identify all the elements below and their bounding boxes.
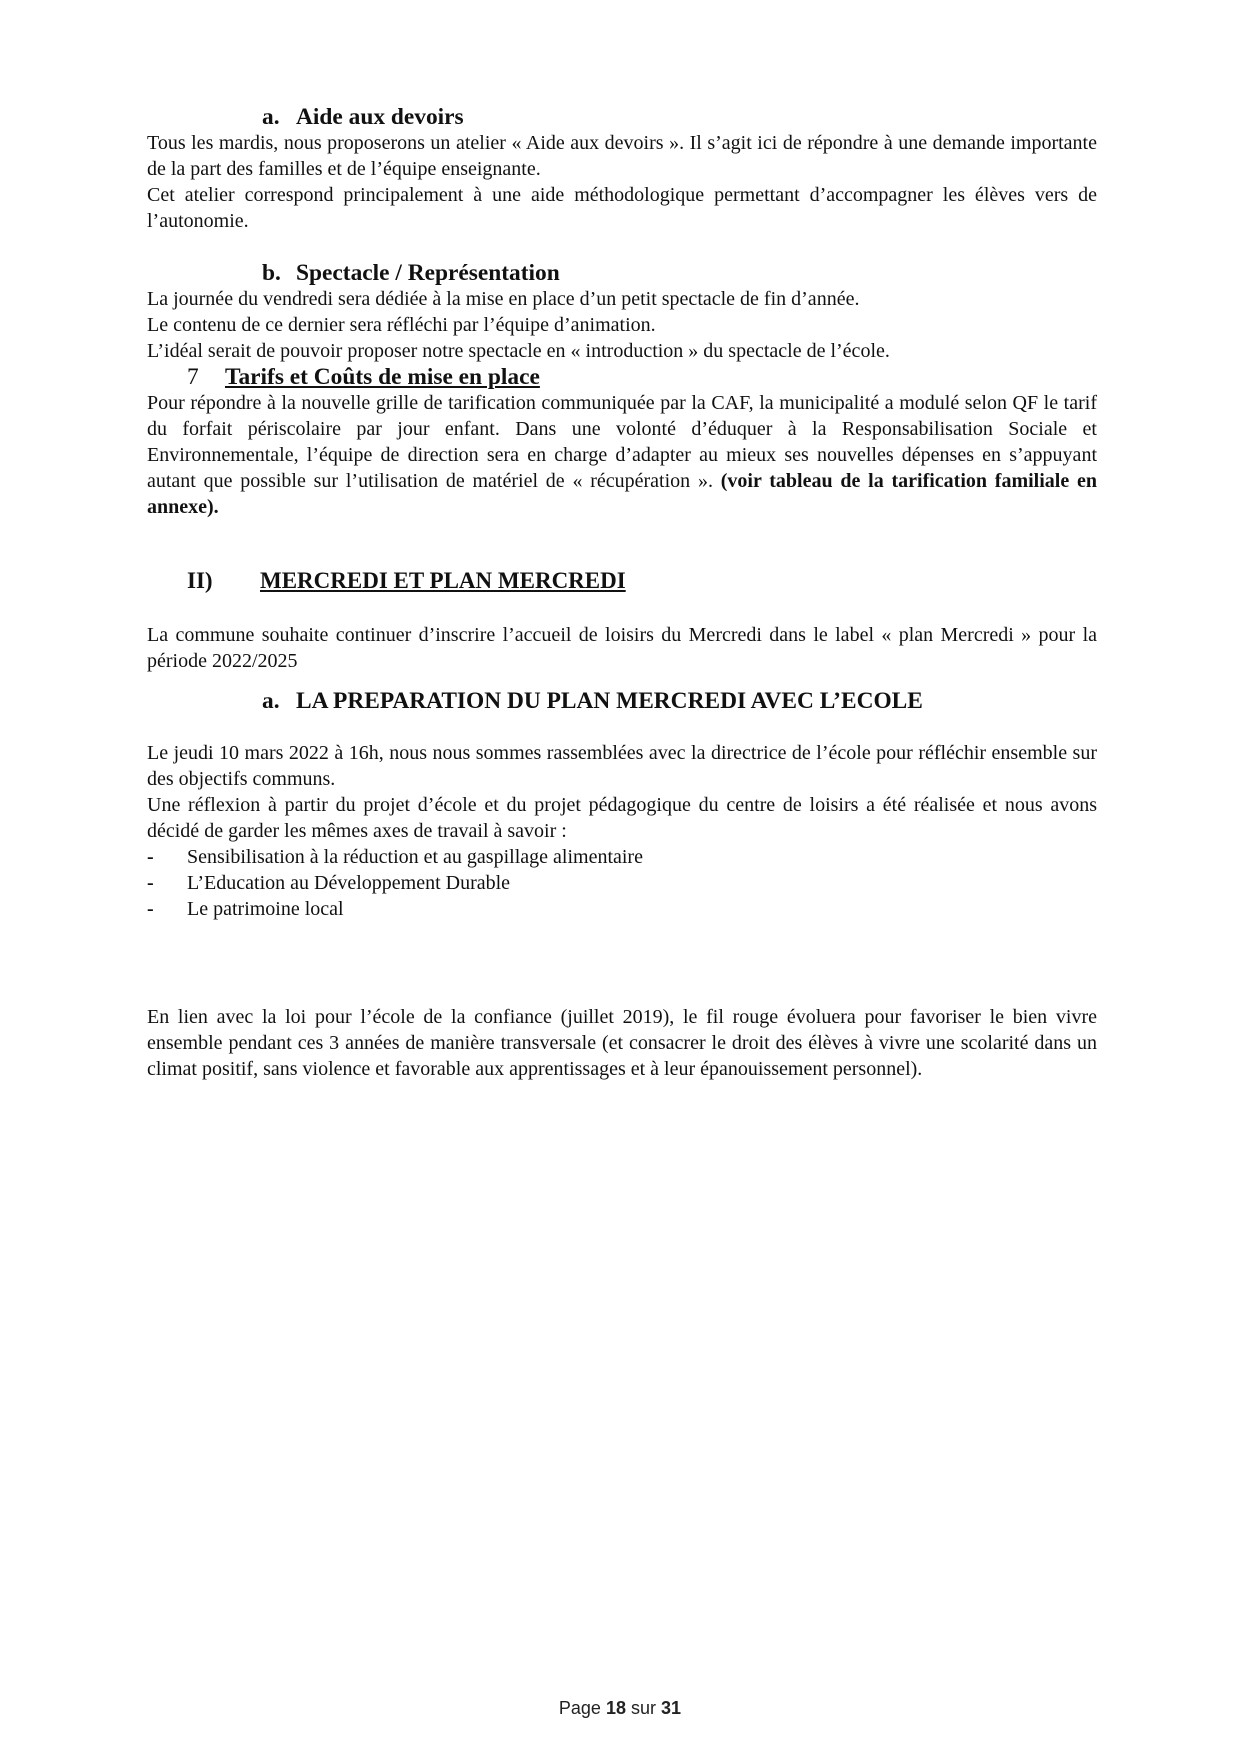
list-item	[147, 896, 1097, 922]
paragraph-tarifs	[147, 390, 1097, 520]
paragraph-aide-2: Cet atelier correspond principalement à une aide méthodologique permettant d’accompagner les élèves vers de l’autonomie.	[147, 184, 1097, 232]
paragraph-spectacle-2: Le contenu de ce dernier sera réfléchi par l’équipe d’animation.	[147, 314, 656, 336]
subheading-aide-aux-devoirs	[262, 104, 1097, 130]
axes-list	[147, 844, 1097, 922]
bullet-dash: -	[147, 898, 154, 920]
subheading-title: Aide aux devoirs	[296, 104, 464, 130]
paragraph-mercredi-3: En lien avec la loi pour l’école de la confiance (juillet 2019), le fil rouge évoluera pour favoriser le bien vivre ensemble pendant ces 3 années de manière transversale (et consacrer le droit des élèves à vivre une scolarité dans un climat positif, sans violence et favorable aux apprentissages et à leur épanouissement personnel).	[147, 1006, 1097, 1080]
paragraph-mercredi-1: Le jeudi 10 mars 2022 à 16h, nous nous sommes rassemblées avec la directrice de l’école pour réfléchir ensemble sur des objectifs communs.	[147, 742, 1097, 790]
subheading-letter: b.	[262, 260, 281, 286]
list-item-text: L’Education au Développement Durable	[187, 872, 511, 894]
heading-number: 7	[187, 364, 199, 390]
paragraph-mercredi-2: Une réflexion à partir du projet d’école et du projet pédagogique du centre de loisirs a été réalisée et nous avons décidé de garder les mêmes axes de travail à savoir :	[147, 794, 1097, 842]
bullet-dash: -	[147, 872, 154, 894]
subheading-preparation	[262, 688, 1097, 714]
page-footer	[0, 1698, 1240, 1719]
list-item-text: Sensibilisation à la réduction et au gaspillage alimentaire	[187, 846, 643, 868]
subheading-spectacle	[262, 260, 1097, 286]
footer-middle: sur	[631, 1698, 657, 1718]
heading-tarifs	[187, 364, 1097, 390]
list-item	[147, 870, 1097, 896]
subheading-letter: a.	[262, 688, 280, 714]
heading-number: II)	[187, 568, 213, 593]
subheading-letter: a.	[262, 104, 280, 130]
page-content	[147, 104, 1097, 1082]
list-item-text: Le patrimoine local	[187, 898, 344, 920]
paragraph-mercredi-intro: La commune souhaite continuer d’inscrire l’accueil de loisirs du Mercredi dans le label « plan Mercredi » pour la période 2022/2025	[147, 624, 1097, 672]
footer-prefix: Page	[558, 1698, 601, 1718]
list-item	[147, 844, 1097, 870]
heading-title: Tarifs et Coûts de mise en place	[225, 364, 540, 390]
heading-title: MERCREDI ET PLAN MERCREDI	[260, 568, 626, 593]
paragraph-spectacle-3: L’idéal serait de pouvoir proposer notre spectacle en « introduction » du spectacle de l’école.	[147, 340, 890, 362]
subheading-title: LA PREPARATION DU PLAN MERCREDI AVEC L’ECOLE	[296, 688, 923, 714]
paragraph-tarifs-text: Pour répondre à la nouvelle grille de tarification communiquée par la CAF, la municipalité a modulé selon QF le tarif du forfait périscolaire par jour enfant. Dans une volonté d’éduquer à la Responsabilisation Sociale et Environnementale, l’équipe de direction sera en charge d’adapter au mieux ses nouvelles dépenses en s’appuyant autant que possible sur l’utilisation de matériel de « récupération ».	[147, 392, 1097, 492]
bullet-dash: -	[147, 846, 154, 868]
heading-mercredi	[187, 566, 1097, 596]
paragraph-aide-1: Tous les mardis, nous proposerons un atelier « Aide aux devoirs ». Il s’agit ici de répondre à une demande importante de la part des familles et de l’équipe enseignante.	[147, 132, 1097, 180]
footer-current-page: 18	[605, 1698, 626, 1718]
subheading-title: Spectacle / Représentation	[296, 260, 560, 286]
footer-total-pages: 31	[661, 1698, 682, 1718]
paragraph-tarifs-annexe: (voir tableau de la tarification familiale en annexe).	[147, 470, 1097, 518]
paragraph-spectacle-1: La journée du vendredi sera dédiée à la mise en place d’un petit spectacle de fin d’année.	[147, 288, 860, 310]
